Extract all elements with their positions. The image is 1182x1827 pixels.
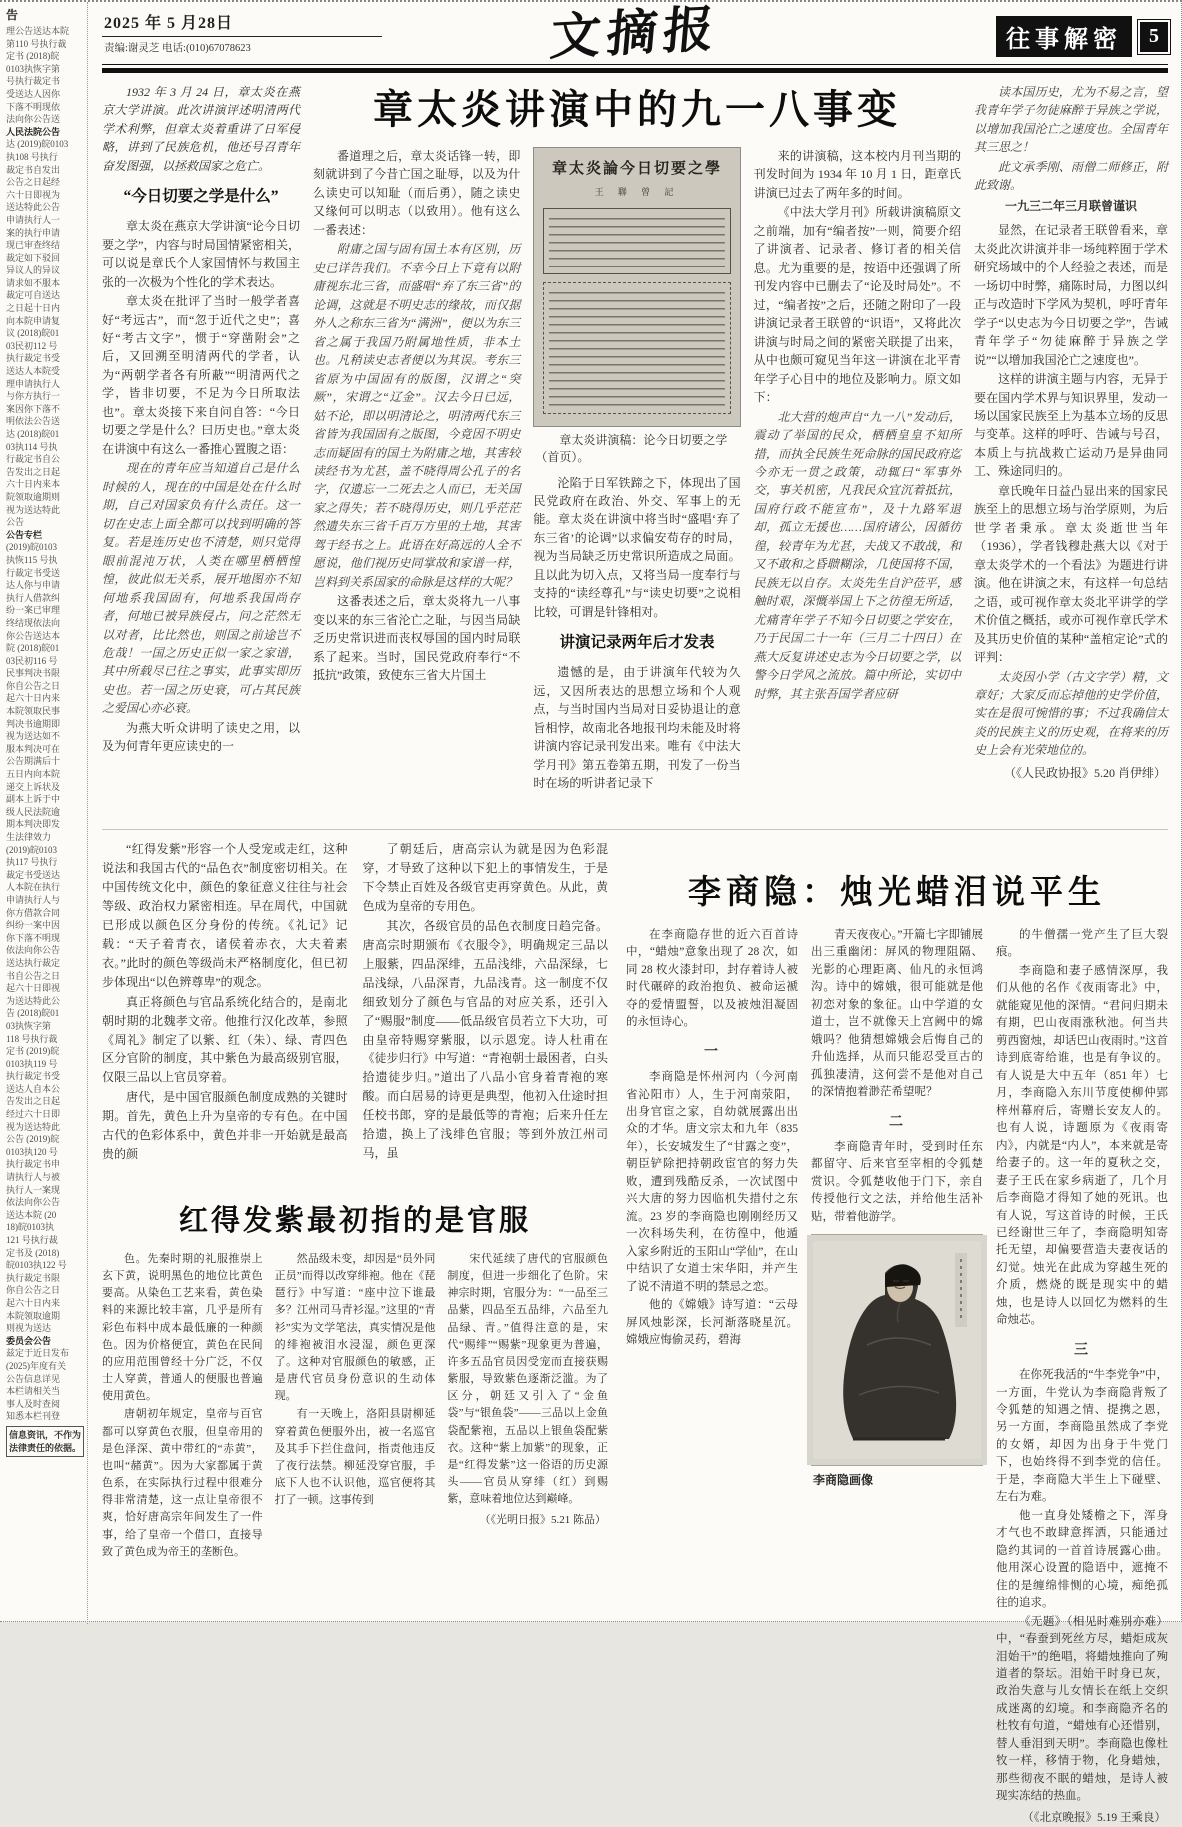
- hong-bottom-column-2: [275, 1251, 436, 1623]
- page-header: [102, 0, 1168, 66]
- paragraph: 青天夜夜心。”开篇七字即铺展出三重幽闭：屏风的物理阻隔、光影的心理距离、仙凡的永恒鸿沟。诗中的嫦娥，很可能就是他初恋对象的象征。山中学道的女道士，岂不就像天上宫阙中的嫦娥吗？他猜想嫦娥会后悔自己的升仙选择，从而只能忍受亘古的孤独凄清，这何尝不是他对自己的深情抱着渺茫希望呢？: [811, 929, 983, 1099]
- paragraph: 申请执行人与: [6, 894, 61, 905]
- portrait-image: [811, 1234, 983, 1466]
- manuscript-text-block: [543, 282, 730, 414]
- headline-li-shangyin: 李商隐：烛光蜡泪说平生: [688, 875, 1106, 911]
- paragraph: 03民初116 号: [6, 655, 58, 666]
- paragraph: 执行人借款纠: [6, 592, 61, 603]
- article-zhang-taiyan: [102, 83, 1168, 815]
- paragraph: 执行人一案现: [6, 1184, 61, 1195]
- quote: 现在的青年应当知道自己是什么时候的人，现在的中国是处在什么时期，自己对国家负有什么责任。这一切在史志上面全都可以找到明确的答复。若是连历史也不清楚，则只觉得眼前混沌万状，人类在哪里栖栖惶惶，彼此似无关系，展开地图亦不知何地系我国固有，何地系我国尚存者，何地已被异族侵占，问之茫然无以对者，比比然也，则国之前途岂不危哉！一国之历史正似一家之家谱，其中所载尽已往之事实，此事实即历史也。若一国之历史衰，可占其民族之爱国心亦必衰。: [102, 461, 300, 716]
- paragraph: 18)皖0103执: [6, 1222, 54, 1233]
- paragraph: 宋代延续了唐代的官服颜色制度，但进一步细化了色阶。宋神宗时期，官服分为：“一品至三品紫，四品至五品绯，六品至九品绿、青。”值得注意的是，宋代“赐绯”“赐紫”现象更为普遍，许多五品官员因受宠而直接获赐紫服，导致紫色逐渐泛滥。为了区分，朝廷又引入了“金鱼袋”与“银鱼袋”——三品以上金鱼袋配紫袍，五品以上银鱼袋配紫衣。这种“紫上加紫”的现象，正是“红得发紫”这一俗语的历史源头——官员从穿绯（红）到赐紫，意味着地位达到巅峰。: [447, 1253, 609, 1506]
- hong-bottom-column-1: [102, 1251, 263, 1623]
- signoff: 一九三二年三月联曾谨识: [1004, 198, 1137, 213]
- quote: 读本国历史，尤为不易之言，望我青年学子勿徒麻醉于异族之学说，以增加我国沦亡之速度也。全国青年其三思之！: [974, 85, 1168, 155]
- paragraph: 章氏晚年日益凸显出来的国家民族至上的思想立场与治学原则，为后世学者秉承。章太炎逝世当年（1936），学者钱穆赴燕大以《对于章太炎学术的一个看法》为题进行讲演。他在讲演之末，有这样一句总结之语，或可视作章太炎北平讲学的学术价值之概括，或亦可视作章氏学术及其历史价值的某种“盖棺定论”式的评判：: [974, 483, 1168, 665]
- paragraph: (2019)皖0103: [6, 542, 57, 553]
- paragraph: 第110 号执行裁: [6, 38, 67, 49]
- paragraph: 递交上诉状及: [6, 781, 61, 792]
- paragraph: 遗憾的是，由于讲演年代较为久远，又因所表达的思想立场和个人观点，与当时国内当局对日妥协退让的意旨相悖，故南北各地报刊均未能及时将讲演内容记录刊发出来。唯有《中法大学月刊》第五卷第五期，刊发了一份当时在场的听讲者记录下: [533, 665, 741, 790]
- paragraph: 章太炎在燕京大学讲演“论今日切要之学”，内容与时局国情紧密相关，可以说是章氏个人家国情怀与救国主张的一次极为个性化的学术表达。: [102, 219, 300, 289]
- zhang-column-5: [974, 83, 1168, 815]
- paragraph: 唐朝初年规定，皇帝与百官都可以穿黄色衣服，但皇帝用的是色泽深、黄中带红的“赤黄”，也叫“赭黄”。因为大家都属于黄色系，在实际执行过程中很难分得非常清楚，这一点让皇帝很不爽，恰好唐高宗年间发生了一件事，给了皇帝一个借口，直接导致了黄色成为帝王的垄断色。: [102, 1408, 263, 1558]
- paragraph: 与你方执行一: [6, 391, 61, 402]
- paragraph: 请求如不服本: [6, 277, 61, 288]
- paragraph: 裁定可自送达: [6, 290, 61, 301]
- paragraph: 告 (2018)皖01: [6, 1008, 60, 1019]
- attr: （《光明日报》5.21 陈品）: [479, 1514, 607, 1527]
- paragraph: 纷一案已审理: [6, 605, 61, 616]
- article-hongdefazi: [102, 840, 608, 1640]
- subhead: 讲演记录两年后才发表: [559, 634, 715, 652]
- paragraph: 李商隐是怀州河内（今河南省沁阳市）人，生于河南荥阳，出身官宦之家，自幼就展露出出众的才华。唐文宗太和九年（835 年），长安城发生了“甘露之变”，朝臣铲除把持朝政宦官的努力失败，遭到残酷反杀，一次试图中兴大唐的努力因临机失措付之东流。23 岁的李商隐也刚刚经历又一次科场失利，在彷徨中，他遁入家乡附近的玉阳山“学仙”，在山中结识了女道士宋华阳，并产生了说不清道不明的禁忌之恋。: [626, 1071, 798, 1293]
- zhang-column-3-text: [533, 474, 740, 793]
- paragraph: 有一天晚上，洛阳县尉柳延穿着黄色便服外出，被一名巡官及其手下拦住盘问，指责他违反了夜行法禁。柳延没穿官服，手底下人也不认识他，巡官便将其打了一顿。这事传到: [274, 1408, 436, 1507]
- paragraph: 色。先秦时期的礼服推崇上玄下黄，说明黑色的地位比黄色要高。从染色工艺来看，黄色染料的来源比较丰富，几乎是所有彩色布料中成本最低廉的一种颜色。因为价格便宜，黄色在民间的应用范围曾经十分广泛，不仅士人穿黄，普通人的便服也普遍使用黄色。: [102, 1253, 263, 1403]
- paragraph: 六十日内来本: [6, 479, 61, 490]
- paragraph: 服本判决可在: [6, 743, 61, 754]
- headline-hongdefazi: 红得发紫最初指的是官服: [178, 1205, 531, 1237]
- sectmark: 三: [1074, 1342, 1090, 1358]
- paragraph: 你方借款合同: [6, 907, 61, 918]
- paragraph: 他一直身处矮檐之下，浑身才气也不敢肆意挥洒，只能通过隐约其词的一首首诗展露心曲。他用深心设置的隐语中，遮掩不住的是缠绵悱恻的心境，痴绝孤往的追求。: [996, 1509, 1168, 1610]
- paragraph: 院 (2018)皖01: [6, 643, 60, 654]
- portrait-drawing: [812, 1235, 982, 1465]
- paragraph: 经过六十日即: [6, 1109, 61, 1120]
- li-shangyin-portrait: [811, 1234, 983, 1489]
- manuscript-photo: [533, 147, 740, 466]
- paragraph: 公告: [6, 517, 25, 528]
- article-li-shangyin: [626, 840, 1168, 1824]
- paragraph: 达 (2019)皖0103: [6, 139, 69, 150]
- paragraph: 送达人自本公: [6, 1083, 61, 1094]
- quote: 此文承季刚、雨僧二师修正，附此致谢。: [974, 159, 1168, 193]
- paragraph: 向本院申请复: [6, 315, 61, 326]
- newspaper-title: 文摘报: [548, 0, 722, 66]
- paragraph: 告发出之日起: [6, 1096, 61, 1107]
- paragraph: 送达本院 (20: [6, 1209, 57, 1220]
- paragraph: 了朝廷后，唐高宗认为就是因为色彩混穿，才导致了这种以下犯上的事情发生，于是下令禁止百姓及各级官吏再穿黄色。从此，黄色成为皇帝的专用色。: [362, 842, 608, 913]
- li-column-3: [996, 927, 1168, 1824]
- zhang-column-4: [754, 147, 961, 797]
- paragraph: 118 号执行裁: [6, 1033, 58, 1044]
- paragraph: 六十日即视为: [6, 189, 61, 200]
- paragraph: 公告之日起经: [6, 177, 61, 188]
- attr: （《人民政协报》5.20 肖伊绯）: [1003, 765, 1166, 780]
- hong-top-column-2: [363, 840, 609, 1186]
- quote: 北大营的炮声自“九一八”发动后，震动了举国的民众，栖栖皇皇不知所措，而执全民族生死命脉的国民政府迄今亦无一贯之政策，动辄曰“军事外交，事关机密，凡我民众宜沉着抵抗，国府行政不能宣布”，及十九路军退却，孤立无援也……国府诸公，因循彷徨，较青年为尤甚，夫战又不敢战，和又不敢和之昏聩糊涂，几使国将不国，民族无以自存。太炎先生自沪莅平，感触时艰，深慨举国上下之彷徨无所适，尤痛青年学子不知今日切要之学安在，乃于民国二十一年（三月二十四日）在燕大反复讲述史志为今日切要之学，以警今日学风之流放。篇中所论，实切中时弊，其主张吾国学者应研: [753, 409, 961, 701]
- zhang-center-block: [313, 83, 961, 815]
- paragraph: 在李商隐存世的近六百首诗中，“蜡烛”意象出现了 28 次，如同 28 枚火漆封印，封存着诗人被时代碾碎的政治抱负、被命运褫夺的爱情盟誓，以及被烛泪凝固的永恒诗心。: [626, 929, 798, 1029]
- paragraph: 院领取逾期则: [6, 491, 61, 502]
- manuscript-byline: 王 聯 曾 記: [594, 187, 680, 198]
- portrait-caption: 李商隐画像: [813, 1473, 874, 1488]
- paragraph: 章太炎在批评了当时一般学者喜好“考远古”，而“忽于近代之史”；喜好“考古文字”，惯于“穿凿附会”之后，又回溯至明清两代的学者，认为“两朝学者各有所蔽”“明清两代之学，皆非切要，不足为今日所取法也”。章太炎接下来自问自答：“今日切要之学是什么？曰历史也。”章太炎在讲演中有这么一番推心置腹之语：: [102, 294, 300, 456]
- paragraph: 公告信息详见: [6, 1373, 61, 1384]
- paragraph: (2025)年度有关: [6, 1360, 66, 1371]
- header-rule-thin: [102, 64, 1168, 65]
- zhang-column-1: [102, 83, 300, 815]
- paragraph: 执行裁定书受: [6, 353, 61, 364]
- disclaimer-line: 法律责任的依据。: [9, 1442, 82, 1453]
- paragraph: 下落不明现依: [6, 101, 61, 112]
- zhang-column-2: [313, 147, 520, 797]
- paragraph: 行裁定书受送: [6, 567, 61, 578]
- paragraph: 起六十日内来: [6, 1297, 61, 1308]
- paragraph: 执恢115 号执: [6, 554, 58, 565]
- bottom-zone: [102, 829, 1168, 1824]
- headline-zhang: 章太炎讲演中的九一八事变: [373, 87, 901, 132]
- manuscript-text-block: [543, 208, 730, 274]
- quote: 附庸之国与固有国土本有区别，历史已详告我们。不幸今日上下竟有以附庸视东北三省，而盛唱“弃了东三省”的论调，这就是不明史志的缘故，而仅据外人之称东三省为“满洲”，便以为东三省之属于我国乃附属地性质，非本土也。凡稍读史志者便以为其误。考东三省原为中国固有的版图，汉谓之“突厥”，宋谓之“辽金”。汉去今日已远，姑不论，即以明清论之，明清两代东三省皆为我国固有之版图，今竟因不明史志而疑固有的国土为附庸之地，其害较读经书为尤甚，盖不晓得周公孔子的名字，仅遗忘一二死去之人而已，无关国家之得失；若不晓得历史，则几乎茫茫然遗失东三省千百万方里的土地，其害驾于经书之上。此语在好高远的人全不愿说，他们视历史同掌故和家谱一样，岂料到关系国家的命脉是这样的大呢？: [313, 242, 521, 589]
- page-number-badge: 5: [1140, 22, 1168, 52]
- masthead-block: [382, 0, 888, 66]
- paragraph: 然品级未变，却因是“员外同正员”而得以改穿绯袍。他在《琵琶行》中写道：“座中泣下谁最多？江州司马青衫湿。”这里的“青衫”实为文学笔法，真实情况是他的绯袍被泪水浸湿，颜色更深了。这种对官服颜色的敏感，正是唐代官员身份意识的生动体现。: [274, 1253, 436, 1403]
- disclaimer-box: [6, 1426, 84, 1457]
- paragraph: 定书 (2018)皖: [6, 51, 60, 62]
- paragraph: 裁定书自发出: [6, 164, 61, 175]
- paragraph: 视为送达如不: [6, 731, 61, 742]
- paragraph: 本院领取逾期: [6, 1310, 61, 1321]
- header-rule-thick: [102, 68, 1168, 73]
- paragraph: 理申请执行人: [6, 378, 61, 389]
- paragraph: 起六十日内来: [6, 693, 61, 704]
- disclaimer-line: 信息资讯，不作为: [9, 1429, 82, 1440]
- b: 公告专栏: [6, 529, 43, 540]
- paragraph: “红得发紫”形容一个人受宠或走红，这种说法和我国古代的“品色衣”制度密切相关。在中国传统文化中，颜色的象征意义往往与社会等级、政治权力紧密相连。早在周代，中国就已形成以颜色区分身份的传统。《礼记》记载：“天子着青衣，诸侯着赤衣，大夫着素衣。”此时的颜色等级尚未严格制度化，但已初步体现出“以色辨尊卑”的观念。: [102, 842, 348, 989]
- paragraph: 知悉本栏刊登: [6, 1411, 61, 1422]
- paragraph: 你自公告之日: [6, 680, 61, 691]
- paragraph: 的牛僧孺一党产生了巨大裂痕。: [996, 929, 1168, 959]
- paragraph: 他的《嫦娥》诗写道：“云母屏风烛影深，长河渐落晓星沉。嫦娥应悔偷灵药，碧海: [626, 1299, 798, 1347]
- paragraph: 送达执行裁定: [6, 957, 61, 968]
- header-date-block: [102, 8, 382, 55]
- paragraph: 达 (2018)皖01: [6, 429, 60, 439]
- paragraph: 你下落不明现: [6, 932, 61, 943]
- paragraph: 视为送达特此: [6, 504, 61, 515]
- sectmark: 二: [889, 1114, 905, 1130]
- paragraph: 《中法大学月刊》所载讲演稿原文之前端，加有“编者按”一则，简要介绍了讲演者、记录者、修订者的相关信息。尤为重要的是，按语中还强调了所刊发内容中已删去了“论及时局处”。不过，“编者按”之后，还随之附印了一段讲演记录者王联曾的“识语”，又将此次讲演与时局之间的紧密关联提了出来，从中也颇可窥见当年这一讲演在北平青年学子心目中的地位及影响力。原文如下：: [753, 205, 961, 405]
- paragraph: 为送达特此公: [6, 995, 61, 1006]
- paragraph: 公告期满后十: [6, 756, 61, 767]
- li-column-2: [811, 927, 983, 1621]
- paragraph: 裁定书受送达: [6, 869, 61, 880]
- header-section-block: [888, 8, 1168, 57]
- paragraph: 现已审查终结: [6, 240, 61, 251]
- paragraph: 告发出之日起: [6, 466, 61, 477]
- paragraph: 视为送达特此: [6, 1121, 61, 1132]
- paragraph: 执行裁定书限: [6, 1272, 61, 1283]
- paragraph: 级人民法院逾: [6, 806, 61, 817]
- paragraph: 纠纷一案中因: [6, 920, 61, 931]
- paragraph: 李商隐青年时，受到时任东都留守、后来官至宰相的令狐楚赏识。令狐楚收他于门下，亲自传授他行文之法，并给他生活补贴，带着他游学。: [811, 1140, 983, 1223]
- paragraph: 之日起十日内: [6, 303, 61, 314]
- paragraph: 案的执行申请: [6, 227, 61, 238]
- li-column-2-text: [811, 927, 983, 1226]
- paragraph: 本院领取民事: [6, 706, 61, 717]
- paragraph: 法向你公告送: [6, 114, 61, 125]
- paragraph: 理公告送达本院: [6, 26, 70, 36]
- paragraph: 明依法公告送: [6, 416, 61, 427]
- paragraph: 生法律效力: [6, 832, 52, 842]
- paragraph: 则视为送达: [6, 1323, 52, 1334]
- paragraph: 本栏请相关当: [6, 1386, 61, 1397]
- paragraph: 执行裁定书申: [6, 1159, 61, 1170]
- paragraph: 依法向你公告: [6, 1197, 61, 1208]
- hong-bottom-column-3: [447, 1251, 608, 1623]
- paragraph: 终结现依法向: [6, 617, 61, 628]
- paragraph: 121 号执行裁: [6, 1235, 58, 1245]
- paragraph: 沦陷于日军铁蹄之下，体现出了国民党政府在政治、外交、军事上的无能。章太炎在讲演中将当时“盛唱‘弃了东三省’的论调”以求偏安苟存的时局，视为当局缺乏历史常识所造成之局面。且以此为切入点，又将当局一度奉行与支持的“读经尊孔”与“读史切要”之说相比较，可谓是针锋相对。: [533, 475, 741, 619]
- paragraph: 书自公告之日: [6, 970, 61, 981]
- paragraph: 0103执恢字第: [6, 63, 61, 74]
- paragraph: 执108 号执行: [6, 151, 58, 162]
- li-column-1: [626, 927, 798, 1621]
- paragraph: 送达特此公告: [6, 202, 61, 213]
- paragraph: 送达人本院受: [6, 366, 61, 377]
- paragraph: 你公告送达本: [6, 630, 61, 641]
- editor-contact: 责编:谢灵芝 电话:(010)67078623: [104, 43, 251, 54]
- zhang-column-3: [533, 147, 740, 797]
- paragraph: 来的讲演稿，这本校内月刊当期的刊发时间为 1934 年 10 月 1 日，距章氏讲演已过去了两年多的时间。: [753, 149, 961, 200]
- paragraph: 议 (2018)皖01: [6, 328, 60, 339]
- paragraph: 依法向你公告: [6, 945, 61, 956]
- lede: 1932 年 3 月 24 日，章太炎在燕京大学讲演。此次讲演评述明清两代学术利弊，但章太炎着重讲了日军侵略，讲到了民族危机，他还号召青年奋发图强，以拯救国家之危亡。: [102, 85, 300, 173]
- paragraph: 03民初112 号: [6, 340, 58, 351]
- paragraph: 《无题》（相见时难别亦难）中，“春蚕到死丝方尽，蜡炬成灰泪始干”的绝唱，将蜡烛推向了殉道者的祭坛。泪始干时身已灰，政治失意与儿女情长在纸上交织成迷离的幻境。和李商隐齐名的杜牧有句道，“蜡烛有心还惜别，替人垂泪到天明”。李商隐也像杜牧一样，移情于物，化身蜡烛，那些彻夜不眠的蜡烛，是诗人被现实冻结的热血。: [996, 1615, 1168, 1803]
- paragraph: 执117 号执行: [6, 857, 58, 868]
- hong-top-column-1: [102, 840, 348, 1186]
- subhead: “今日切要之学是什么”: [123, 188, 279, 206]
- paragraph: 公告 (2019)皖: [6, 1134, 60, 1145]
- section-title-badge: 往事解密: [996, 16, 1132, 57]
- paragraph: 在你死我活的“牛李党争”中，一方面，牛党认为李商隐背叛了令狐楚的知遇之情、提携之恩，另一方面，李商隐虽然成了李党的女婿，却因为出身于牛党门下，也始终得不到李党的信任。于是，李商隐大半生上下碰壁、左右为难。: [996, 1369, 1168, 1504]
- page-content: [96, 0, 1176, 1824]
- paragraph: 番道理之后，章太炎话锋一转，即刻就讲到了今昔亡国之耻辱，以及为什么读史可以知耻（而后勇），随之读史又缘何可以明志（以致用）。他有这么一番表述：: [313, 149, 521, 237]
- sidebar-section-label: 告: [6, 8, 19, 22]
- paragraph: 03执114 号执: [6, 441, 58, 452]
- b: 委员会公告: [6, 1335, 52, 1346]
- paragraph: 李商隐和妻子感情深厚，我们从他的名作《夜雨寄北》中，就能窥见他的深情。“君问归期未有期，巴山夜雨涨秋池。何当共剪西窗烛，却话巴山夜雨时。”这首诗到底寄给谁，也是有争议的。有人说是大中五年（851 年）七月，李商隐入东川节度使柳仲郢梓州幕府后，寄赠长安友人的。也有人说，诗题原为《夜雨寄内》，内就是“内人”，本来就是寄给妻子的。这一年的夏秋之交，妻子王氏在家乡病逝了，几个月后李商隐才得知了她的死讯。也有人说，写这首诗的时候，王氏已经谢世三年了，李商隐明知寄托无望，却偏要营造夫妻夜话的幻觉。烛光在此成为穿越生死的介质，燃烧的既是现实中的蜡烛，也是诗人以回忆为燃料的生命烛芯。: [996, 964, 1168, 1327]
- paragraph: 期本判决即发: [6, 819, 61, 830]
- paragraph: 受送达人因你: [6, 88, 61, 99]
- paragraph: (2019)皖0103: [6, 844, 57, 855]
- paragraph: 民事判决书限: [6, 668, 61, 679]
- paragraph: 为燕大听众讲明了读史之用，以及为何青年更应读史的一: [102, 720, 300, 754]
- b: 人民法院公告: [6, 126, 61, 137]
- paragraph: 副本上诉于中: [6, 794, 61, 805]
- attr: （《北京晚报》5.19 王乘良）: [1022, 1811, 1166, 1824]
- paragraph: 行裁定书自公: [6, 454, 61, 465]
- paragraph: 这番表述之后，章太炎将九一八事变以来的东三省沦亡之耻，与因当局缺乏历史常识进而丧权辱国的国内时局联系了起来。当时，国民党政府奉行“不抵抗”政策，致使东三省大片国土: [313, 594, 521, 683]
- paragraph: 皖0103执122 号: [6, 1260, 67, 1271]
- paragraph: 0103执120 号: [6, 1146, 58, 1157]
- paragraph: 真正将颜色与官品系统化结合的，是南北朝时期的北魏孝文帝。他推行汉化改革，参照《周礼》制定了以紫、红（朱）、绿、青四色区分官阶的制度，其中紫色为最高级别官服，仅限三品以上官员穿着。: [102, 994, 348, 1085]
- paragraph: 五日内向本院: [6, 769, 61, 780]
- paragraph: 兹定于近日发布: [6, 1348, 70, 1359]
- paragraph: 0103执119 号: [6, 1058, 58, 1069]
- paragraph: 这样的讲演主题与内容，无异于要在国内学术界与知识界里，发动一场以国家民族至上为基本立场的反思与变革。这样的呼吁、告诫与号召，本质上与抗战救亡运动乃是异曲同工、殊途同归的。: [974, 372, 1168, 479]
- paragraph: 裁定如下驳回: [6, 252, 61, 263]
- issue-date: 2025 年 5 月28日: [102, 8, 382, 37]
- manuscript-title: 章太炎論今日切要之學: [551, 161, 722, 177]
- legal-notices-column: [0, 2, 88, 1624]
- paragraph: 你自公告之日: [6, 1285, 61, 1296]
- paragraph: 事人及时查阅: [6, 1398, 61, 1409]
- paragraph: 请执行人与被: [6, 1172, 61, 1183]
- manuscript-image: [533, 147, 740, 427]
- sectmark: 一: [704, 1044, 720, 1060]
- paragraph: 显然，在记录者王联曾看来，章太炎此次讲演并非一场纯粹囿于学术研究场域中的个人经验之表述，而是一场切中时弊，痛陈时局，力图以纠正与改造时下学风为契机，呼吁青年学子“以史志为今日切要之学”，告诫青年学子“勿徒麻醉于异族之学说”“以增加我国沦亡之速度也”。: [974, 223, 1168, 367]
- paragraph: 申请执行人一: [6, 214, 61, 225]
- paragraph: 判决书逾期即: [6, 718, 61, 729]
- paragraph: 起六十日即视: [6, 983, 61, 994]
- paragraph: 定书 (2019)皖: [6, 1046, 60, 1057]
- paragraph: 案因你下落不: [6, 403, 61, 414]
- legal-notice-lines: [6, 25, 84, 1423]
- paragraph: 唐代，是中国官服颜色制度成熟的关键时期。首先，黄色上升为皇帝的专有色。在中国古代的色彩体系中，黄色并非一开始就是最高贵的颜: [102, 1090, 348, 1162]
- paragraph: 号执行裁定书: [6, 76, 61, 87]
- paragraph: 人本院在执行: [6, 882, 61, 893]
- paragraph: 03执恢字第: [6, 1020, 52, 1031]
- paragraph: 定书及 (2018): [6, 1247, 60, 1258]
- quote: 太炎因小学（古文字学）精，文章好；大家反而忘掉他的史学价值，实在是很可惋惜的事；不过我确信太炎的民族主义的历史观，在将来的历史上会有光荣地位的。: [974, 669, 1168, 758]
- paragraph: 达人你与申请: [6, 580, 61, 591]
- paragraph: 执行裁定书受: [6, 1071, 61, 1082]
- manuscript-caption: 章太炎讲演稿：论今日切要之学（首页）。: [535, 432, 728, 464]
- paragraph: 异议人的异议: [6, 265, 61, 276]
- paragraph: 其次，各级官员的品色衣制度日趋完备。唐高宗时期颁布《衣服令》，明确规定三品以上服紫，四品深绯，五品浅绯，六品深绿，七品浅绿，八品深青，九品浅青。这一制度不仅细致划分了颜色与官品的对应关系，还引入了“赐服”制度——低品级官员若立下大功，可由皇帝特赐穿紫服，以示恩宠。诗人杜甫在《徒步归行》中写道：“青袍朝士最困者，白头拾遗徒步归。”道出了八品小官身着青袍的寒酸。而白居易的诗更是典型，他初入仕途时担任校书郎，穿的是最低等的青袍；后来升任左拾遗，换上了浅绯色官服；等到外放江州司马，虽: [362, 918, 608, 1161]
